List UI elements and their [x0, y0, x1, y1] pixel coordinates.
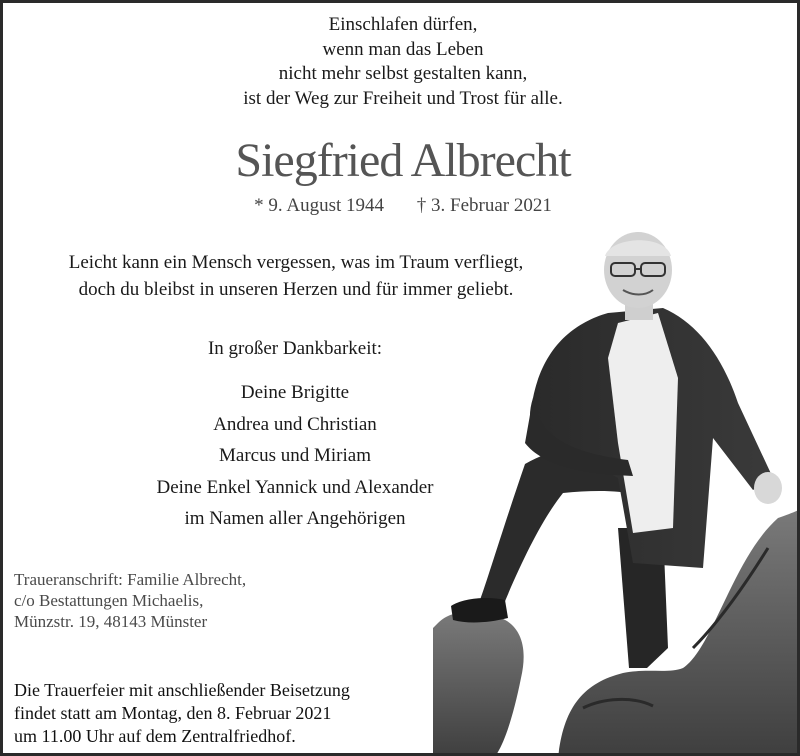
mourner-line: Deine Enkel Yannick und Alexander: [156, 476, 434, 498]
funeral-line: findet statt am Montag, den 8. Februar 2021: [14, 703, 332, 723]
address-line: c/o Bestattungen Michaelis,: [14, 591, 204, 610]
poem-line: ist der Weg zur Freiheit und Trost für alle.: [243, 87, 563, 109]
funeral-line: Die Trauerfeier mit anschließender Beisetzung: [14, 680, 350, 700]
mourning-address: [14, 569, 246, 632]
shoe: [451, 598, 508, 622]
birth-date: * 9. August 1944: [254, 195, 384, 216]
funeral-line: um 11.00 Uhr auf dem Zentralfriedhof.: [14, 726, 296, 746]
gratitude-heading: In großer Dankbarkeit:: [207, 338, 383, 359]
address-line: Traueranschrift: Familie Albrecht,: [14, 570, 247, 589]
death-date: † 3. Februar 2021: [416, 195, 552, 216]
mourner-line: Deine Brigitte: [240, 382, 350, 403]
hand: [754, 472, 782, 504]
mourner-line: Andrea und Christian: [213, 413, 377, 435]
rock-left: [433, 612, 524, 756]
deceased-name: Siegfried Albrecht: [235, 134, 571, 187]
opening-poem: [3, 13, 800, 111]
verse-line: Leicht kann ein Mensch vergessen, was im Traum verfliegt,: [68, 252, 524, 273]
mourner-line: Marcus und Miriam: [219, 445, 371, 466]
shirt: [608, 313, 678, 533]
poem-line: Einschlafen dürfen,: [328, 14, 478, 35]
poem-line: nicht mehr selbst gestalten kann,: [278, 63, 528, 84]
mourner-line: im Namen aller Angehörigen: [184, 508, 406, 529]
life-dates: [3, 195, 800, 217]
poem-line: wenn man das Leben: [322, 38, 484, 60]
verse-line: doch du bleibst in unseren Herzen und für immer geliebt.: [78, 279, 514, 300]
portrait-photo: [433, 228, 800, 756]
funeral-details: [14, 679, 350, 748]
address-line: Münzstr. 19, 48143 Münster: [14, 612, 208, 631]
